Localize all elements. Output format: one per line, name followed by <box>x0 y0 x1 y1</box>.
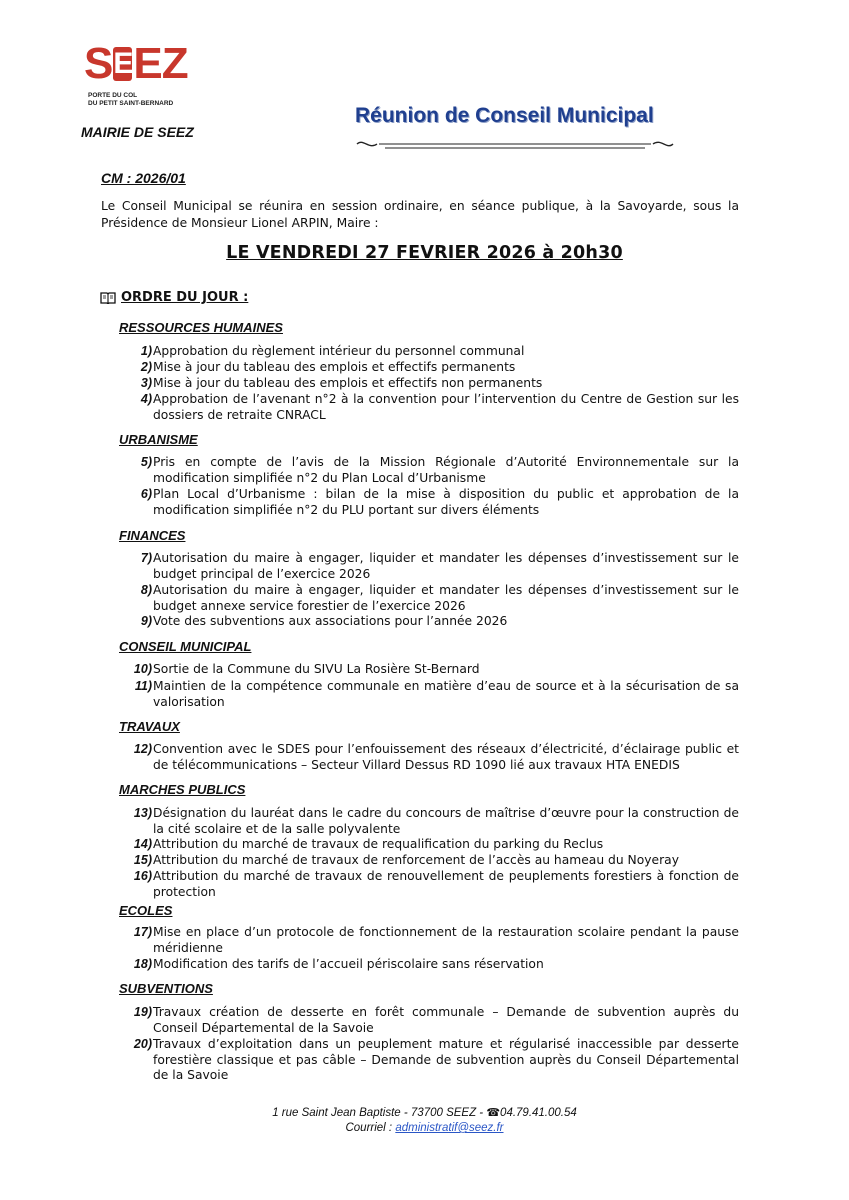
item-text: Vote des subventions aux associations pour l’année 2026 <box>153 614 508 628</box>
mairie-label: MAIRIE DE SEEZ <box>81 124 194 140</box>
agenda-item <box>125 1037 739 1084</box>
item-text: Travaux d’exploitation dans un peuplement mature et régularisé inaccessible par desserte forestière classique et pas câble – Demande de subvention auprès du Conseil Départemental de la Savoie <box>153 1037 739 1082</box>
item-number: 9) <box>140 614 152 628</box>
item-number: 17) <box>133 925 152 939</box>
item-number: 15) <box>133 853 152 867</box>
agenda-item <box>125 806 739 837</box>
logo-tagline-1: PORTE DU COL <box>88 92 138 99</box>
footer-email-link[interactable]: administratif@seez.fr <box>395 1122 504 1134</box>
ordre-du-jour-heading <box>100 290 248 305</box>
agenda-item <box>125 487 739 518</box>
item-number: 16) <box>133 869 152 883</box>
section-ressources-humaines: RESSOURCES HUMAINES <box>119 320 283 335</box>
book-icon <box>100 292 116 304</box>
agenda-item <box>125 679 739 710</box>
logo-letter-e: E <box>113 47 133 80</box>
item-text: Autorisation du maire à engager, liquider et mandater les dépenses d’investissement sur le budget principal de l’exercice 2026 <box>153 551 739 581</box>
agenda-item <box>125 376 739 392</box>
section-finances: FINANCES <box>119 528 186 543</box>
item-text: Modification des tarifs de l’accueil périscolaire sans réservation <box>153 957 544 971</box>
item-text: Attribution du marché de travaux de renforcement de l’accès au hameau du Noyeray <box>153 853 679 867</box>
footer-courriel-label: Courriel : <box>345 1122 393 1134</box>
item-number: 14) <box>133 837 152 851</box>
item-number: 19) <box>133 1005 152 1019</box>
agenda-item <box>125 925 739 956</box>
item-number: 12) <box>133 742 152 756</box>
ordre-du-jour-label: ORDRE DU JOUR : <box>121 290 249 305</box>
item-text: Mise à jour du tableau des emplois et effectifs permanents <box>153 360 516 374</box>
item-text: Autorisation du maire à engager, liquider et mandater les dépenses d’investissement sur le budget annexe service forestier de l’exercice 2026 <box>153 583 739 613</box>
item-text: Convention avec le SDES pour l’enfouissement des réseaux d’électricité, d’éclairage public et de télécommunications – Secteur Villard Dessus RD 1090 lié aux travaux HTA ENEDIS <box>153 742 739 772</box>
agenda-item <box>125 360 739 376</box>
item-text: Attribution du marché de travaux de requalification du parking du Reclus <box>153 837 604 851</box>
item-number: 18) <box>133 957 152 971</box>
agenda-item <box>125 957 739 973</box>
phone-icon: ☎ <box>486 1107 501 1119</box>
item-number: 3) <box>140 376 152 390</box>
agenda-item <box>125 869 739 900</box>
item-number: 11) <box>134 679 152 693</box>
section-conseil-municipal: CONSEIL MUNICIPAL <box>119 639 252 654</box>
agenda-item <box>125 837 739 853</box>
section-marches-publics: MARCHES PUBLICS <box>119 782 246 797</box>
section-ecoles: ECOLES <box>119 903 173 918</box>
item-text: Approbation du règlement intérieur du personnel communal <box>153 344 525 358</box>
section-urbanisme: URBANISME <box>119 432 198 447</box>
item-number: 1) <box>140 344 152 358</box>
item-number: 7) <box>140 551 152 565</box>
item-text: Sortie de la Commune du SIVU La Rosière St-Bernard <box>153 662 480 676</box>
section-subventions: SUBVENTIONS <box>119 981 213 996</box>
agenda-item <box>125 662 739 678</box>
title-flourish-icon <box>355 134 675 158</box>
agenda-item <box>125 742 739 773</box>
agenda-item <box>125 1005 739 1036</box>
item-number: 20) <box>133 1037 152 1051</box>
item-text: Maintien de la compétence communale en matière d’eau de source et à la sécurisation de sa valorisation <box>153 679 739 709</box>
logo-letter-s: S <box>84 39 113 88</box>
seez-logo <box>84 39 188 108</box>
cm-reference: CM : 2026/01 <box>101 170 186 186</box>
item-text: Mise à jour du tableau des emplois et effectifs non permanents <box>153 376 543 390</box>
agenda-item <box>125 455 739 486</box>
footer-address: 1 rue Saint Jean Baptiste - 73700 SEEZ - <box>272 1107 484 1119</box>
item-number: 8) <box>140 583 152 597</box>
agenda-item <box>125 344 739 360</box>
agenda-item <box>125 551 739 582</box>
item-text: Désignation du lauréat dans le cadre du concours de maîtrise d’œuvre pour la construction de la cité scolaire et de la salle polyvalente <box>153 806 739 836</box>
item-number: 4) <box>140 392 152 406</box>
item-text: Travaux création de desserte en forêt communale – Demande de subvention auprès du Conseil Départemental de la Savoie <box>153 1005 739 1035</box>
document-title: Réunion de Conseil Municipal <box>355 104 654 127</box>
item-number: 6) <box>140 487 152 501</box>
agenda-item <box>125 853 739 869</box>
item-text: Approbation de l’avenant n°2 à la convention pour l’intervention du Centre de Gestion sur les dossiers de retraite CNRACL <box>153 392 739 422</box>
agenda-item <box>125 614 739 630</box>
intro-paragraph: Le Conseil Municipal se réunira en session ordinaire, en séance publique, à la Savoyarde, sous la Présidence de Monsieur Lionel ARPIN, Maire : <box>101 199 739 230</box>
meeting-date: LE VENDREDI 27 FEVRIER 2026 à 20h30 <box>226 243 623 263</box>
item-text: Pris en compte de l’avis de la Mission Régionale d’Autorité Environnementale sur la modification simplifiée n°2 du Plan Local d’Urbanisme <box>153 455 739 485</box>
footer <box>0 1106 849 1136</box>
section-travaux: TRAVAUX <box>119 719 180 734</box>
footer-phone: 04.79.41.00.54 <box>500 1107 577 1119</box>
agenda-item <box>125 583 739 614</box>
item-number: 2) <box>140 360 152 374</box>
item-number: 13) <box>133 806 152 820</box>
logo-tagline-2: DU PETIT SAINT-BERNARD <box>88 100 174 107</box>
item-text: Mise en place d’un protocole de fonctionnement de la restauration scolaire pendant la pause méridienne <box>153 925 739 955</box>
item-text: Attribution du marché de travaux de renouvellement de peuplements forestiers à fonction de protection <box>153 869 739 899</box>
item-number: 5) <box>140 455 152 469</box>
item-text: Plan Local d’Urbanisme : bilan de la mise à disposition du public et approbation de la modification simplifiée n°2 du PLU portant sur divers éléments <box>153 487 739 517</box>
agenda-item <box>125 392 739 423</box>
logo-letters-ez: EZ <box>133 39 188 88</box>
item-number: 10) <box>133 662 152 676</box>
